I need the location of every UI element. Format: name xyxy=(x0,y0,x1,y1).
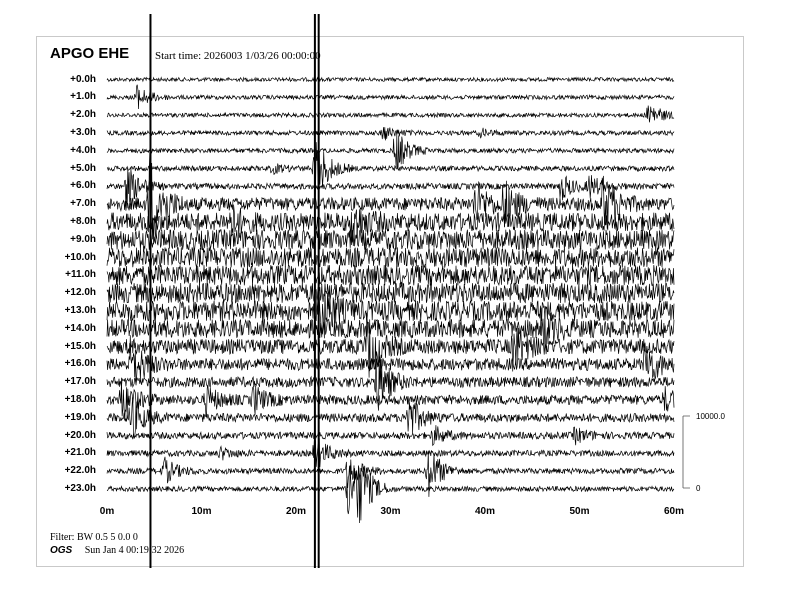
hour-label: +4.0h xyxy=(70,144,96,156)
filter-label: Filter: BW 0.5 5 0.0 0 xyxy=(50,532,138,543)
start-time-label: Start time: 2026003 1/03/26 00:00:00 xyxy=(155,50,321,62)
trace-row xyxy=(107,135,674,168)
minute-tick-label: 50m xyxy=(569,506,590,517)
trace-row xyxy=(107,335,674,385)
trace-row xyxy=(107,127,674,140)
hour-label: +8.0h xyxy=(70,215,96,227)
amplitude-scale-min: 0 xyxy=(696,484,701,493)
amplitude-scale-max: 10000.0 xyxy=(696,412,725,421)
amplitude-scale-bar xyxy=(683,416,690,488)
hour-label: +20.0h xyxy=(64,429,96,441)
minute-tick-label: 30m xyxy=(380,506,401,517)
station-title: APGO EHE xyxy=(50,45,130,62)
hour-label: +21.0h xyxy=(64,447,96,459)
hour-label: +19.0h xyxy=(64,411,96,423)
trace-row xyxy=(107,230,674,250)
trace-row xyxy=(107,466,674,524)
trace-row xyxy=(107,265,674,285)
hour-label: +16.0h xyxy=(64,358,96,370)
footer-timestamp: Sun Jan 4 00:19:32 2026 xyxy=(84,545,185,556)
hour-label: +22.0h xyxy=(64,465,96,477)
hour-label: +9.0h xyxy=(70,233,96,245)
hour-label: +1.0h xyxy=(70,91,96,103)
hour-label: +0.0h xyxy=(70,73,96,85)
trace-row xyxy=(107,398,674,437)
hour-label: +6.0h xyxy=(70,180,96,192)
minute-tick-label: 40m xyxy=(474,506,496,517)
minute-tick-label: 60m xyxy=(663,506,685,517)
hour-label: +12.0h xyxy=(64,287,96,299)
hour-label: +7.0h xyxy=(70,198,96,210)
trace-row xyxy=(107,106,674,123)
trace-row xyxy=(107,85,674,109)
hour-label: +13.0h xyxy=(64,304,96,316)
trace-row xyxy=(107,152,674,243)
hour-label: +17.0h xyxy=(64,376,96,388)
hour-label: +3.0h xyxy=(70,126,96,138)
org-label: OGS xyxy=(50,545,73,556)
footer-info xyxy=(50,545,184,556)
trace-row xyxy=(107,438,674,471)
hour-label: +15.0h xyxy=(64,340,96,352)
hour-label: +5.0h xyxy=(70,162,96,174)
trace-row xyxy=(107,78,674,82)
minute-tick-label: 0m xyxy=(99,506,115,517)
hour-label: +18.0h xyxy=(64,393,96,405)
hour-label: +10.0h xyxy=(64,251,96,263)
trace-row xyxy=(107,283,674,303)
trace-row xyxy=(107,142,674,204)
trace-row xyxy=(107,425,674,445)
hour-label: +2.0h xyxy=(70,109,96,121)
trace-row xyxy=(107,247,674,267)
minute-tick-label: 10m xyxy=(191,506,212,517)
hour-label: +23.0h xyxy=(64,482,96,494)
minute-tick-label: 20m xyxy=(285,506,307,517)
hour-label: +14.0h xyxy=(64,322,96,334)
hour-label: +11.0h xyxy=(65,269,96,281)
